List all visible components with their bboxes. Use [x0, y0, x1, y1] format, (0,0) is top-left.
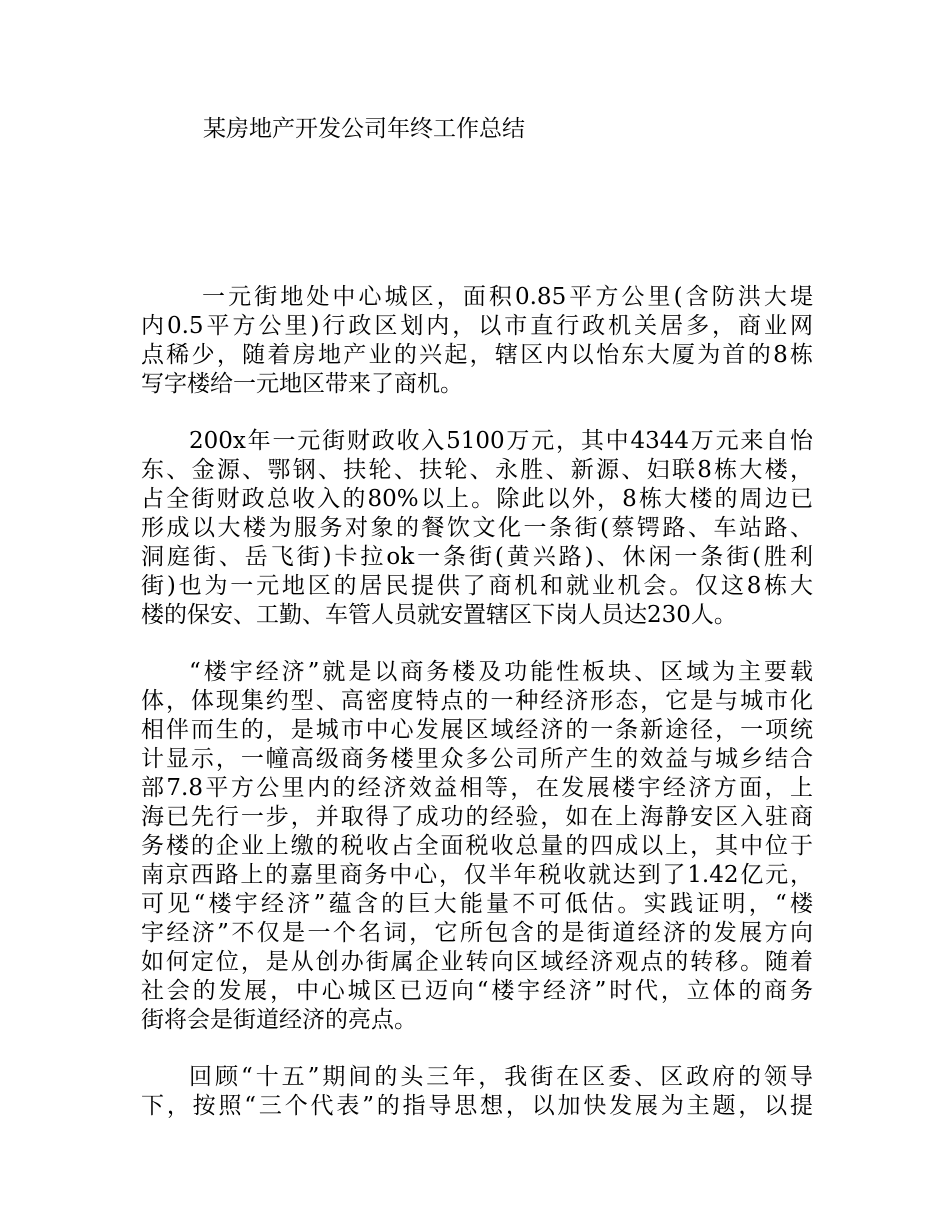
paragraph-line: 形成以大楼为服务对象的餐饮文化一条街(蔡锷路、车站路、	[141, 515, 813, 541]
paragraph-line: 200x年一元街财政收入5100万元，其中4344万元来自怡	[189, 428, 813, 454]
paragraph-line: 计显示，一幢高级商务楼里众多公司所产生的效益与城乡结合	[141, 746, 813, 772]
paragraph-line: 可见“楼宇经济”蕴含的巨大能量不可低估。实践证明，“楼	[141, 891, 813, 917]
paragraph-line: 社会的发展，中心城区已迈向“楼宇经济”时代，立体的商务	[141, 978, 813, 1004]
paragraph-3	[141, 658, 813, 1035]
paragraph-line: 写字楼给一元地区带来了商机。	[141, 371, 463, 397]
paragraph-line: 一元街地处中心城区，面积0.85平方公里(含防洪大堤	[202, 284, 813, 310]
paragraph-1	[141, 283, 813, 399]
paragraph-line: 务楼的企业上缴的税收占全面税收总量的四成以上，其中位于	[141, 833, 813, 859]
paragraph-line: 街)也为一元地区的居民提供了商机和就业机会。仅这8栋大	[141, 573, 813, 599]
paragraph-line: 南京西路上的嘉里商务中心，仅半年税收就达到了1.42亿元，	[141, 862, 813, 888]
paragraph-line: 街将会是街道经济的亮点。	[141, 1007, 417, 1033]
paragraph-line: 体，体现集约型、高密度特点的一种经济形态，它是与城市化	[141, 688, 813, 714]
paragraph-line: 内0.5平方公里)行政区划内，以市直行政机关居多，商业网	[141, 313, 813, 339]
paragraph-line: 点稀少，随着房地产业的兴起，辖区内以怡东大厦为首的8栋	[141, 342, 813, 368]
paragraph-line: 海已先行一步，并取得了成功的经验，如在上海静安区入驻商	[141, 804, 813, 830]
paragraph-line: 楼的保安、工勤、车管人员就安置辖区下岗人员达230人。	[141, 602, 737, 628]
paragraph-line: “楼宇经济”就是以商务楼及功能性板块、区域为主要载	[189, 659, 813, 685]
paragraph-line: 占全街财政总收入的80%以上。除此以外，8栋大楼的周边已	[141, 486, 813, 512]
document-title: 某房地产开发公司年终工作总结	[203, 116, 525, 142]
paragraph-line: 宇经济”不仅是一个名词，它所包含的是街道经济的发展方向	[141, 920, 813, 946]
document-body	[141, 283, 813, 1149]
paragraph-line: 回顾“十五”期间的头三年，我街在区委、区政府的领导	[189, 1064, 813, 1090]
paragraph-line: 下，按照“三个代表”的指导思想，以加快发展为主题，以提	[141, 1093, 813, 1119]
paragraph-line: 部7.8平方公里内的经济效益相等，在发展楼宇经济方面，上	[141, 775, 813, 801]
paragraph-line: 相伴而生的，是城市中心发展区域经济的一条新途径，一项统	[141, 717, 813, 743]
paragraph-4	[141, 1063, 813, 1121]
paragraph-line: 如何定位，是从创办街属企业转向区域经济观点的转移。随着	[141, 949, 813, 975]
paragraph-line: 洞庭街、岳飞街)卡拉ok一条街(黄兴路)、休闲一条街(胜利	[141, 544, 813, 570]
paragraph-line: 东、金源、鄂钢、扶轮、扶轮、永胜、新源、妇联8栋大楼，	[141, 457, 813, 483]
paragraph-2	[141, 427, 813, 630]
